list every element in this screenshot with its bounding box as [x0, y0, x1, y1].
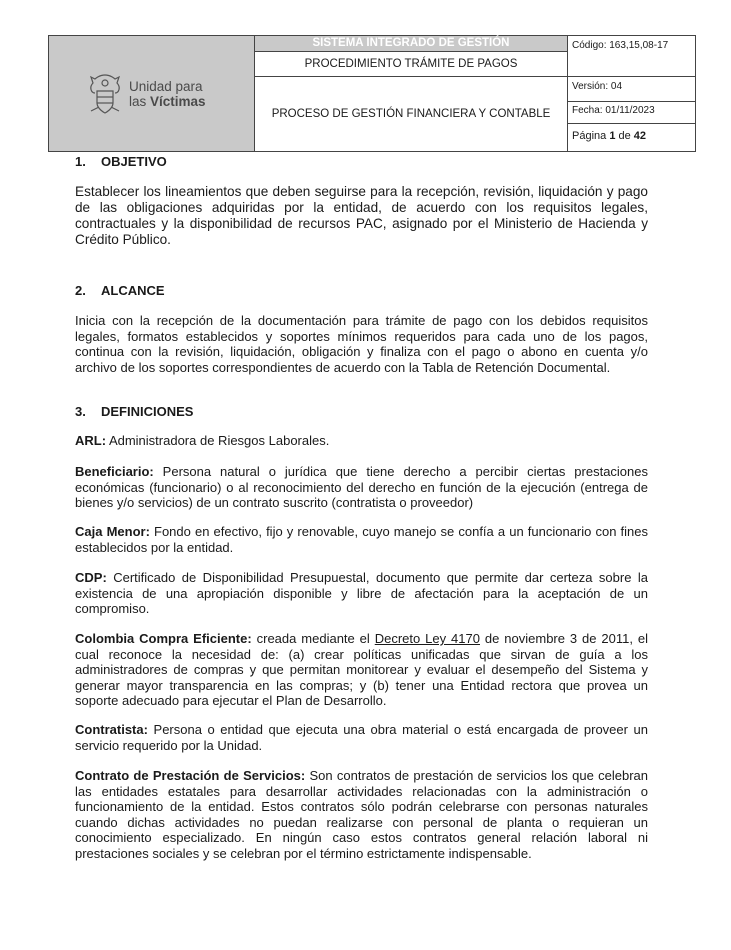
page-of: de — [615, 130, 634, 142]
definition-contratista: Contratista: Persona o entidad que ejecuta una obra material o está encargada de proveer un servicio requerido por la Unidad. — [75, 722, 648, 753]
section-heading-objetivo: 1. OBJETIVO — [75, 154, 167, 169]
document-header-table — [48, 35, 696, 152]
document-code: Código: 163,15,08-17 — [572, 40, 669, 51]
definition-beneficiario: Beneficiario: Persona natural o jurídica que tiene derecho a percibir ciertas prestaciones económicas (funcionario) o al reconocimiento del derecho en función de la ejecución (entrega de bienes y/o servicios) de un contrato suscrito (contratista o proveedor) — [75, 464, 648, 510]
logo-line-1: Unidad para — [129, 78, 203, 94]
definition-caja-menor: Caja Menor: Fondo en efectivo, fijo y renovable, cuyo manejo se confía a un funcionario con fines establecidos por la entidad. — [75, 524, 649, 555]
system-cell — [255, 36, 568, 77]
entity-logo — [49, 71, 254, 117]
logo-cell — [49, 36, 255, 152]
system-title: SISTEMA INTEGRADO DE GESTIÓN — [255, 36, 567, 51]
process-title: PROCESO DE GESTIÓN FINANCIERA Y CONTABLE — [255, 77, 568, 152]
code-cell — [568, 36, 696, 77]
definition-colombia-compra-eficiente: Colombia Compra Eficiente: creada mediante el Decreto Ley 4170 de noviembre 3 de 2011, el cual reconoce la necesidad de: (a) crear políticas unificadas que sirvan de guía a los administradores de compras y que permitan monitorear y evaluar el desempeño del Sistema y generar mayor transparencia en las compras; y (b) tener una Entidad rectora que provea un soporte adecuado para ejecutar el Plan de Desarrollo. — [75, 631, 649, 708]
section-heading-definiciones: 3. DEFINICIONES — [75, 404, 194, 419]
date-page-cell — [568, 102, 696, 152]
alcance-text: Inicia con la recepción de la documentación para trámite de pago con los debidos requisitos legales, formatos establecidos y soportes mínimos requeridos para cada uno de los pagos, continua con la revisión, liquidación, obligación y finaliza con el pago o abono en cuenta y/o archivo de los soportes correspondientes de acuerdo con la Tabla de Retención Documental. — [75, 313, 648, 375]
document-date: Fecha: 01/11/2023 — [568, 102, 695, 124]
logo-line-2-bold: Víctimas — [150, 93, 206, 109]
definition-contrato-prestacion-servicios: Contrato de Prestación de Servicios: Son contratos de prestación de servicios los que celebran las entidades estatales para desarrollar actividades relacionadas con la administración o funcionamiento de la entidad. Estos contratos sólo podrán celebrarse con personas naturales cuando dichas actividades no puedan realizarse con personal de planta o requieran un conocimiento especializado. En ningún caso estos contratos general relación laboral ni prestaciones sociales y se celebran por el término estrictamente indispensable. — [75, 768, 648, 861]
page-indicator — [568, 124, 695, 148]
page-current: 1 — [609, 130, 616, 142]
objetivo-text: Establecer los lineamientos que deben seguirse para la recepción, revisión, liquidación y pago de las obligaciones adquiridas por la entidad, de acuerdo con los requisitos legales, contractuales y la disponibilidad de recursos PAC, asignado por el Ministerio de Hacienda y Crédito Público. — [75, 184, 648, 247]
coat-of-arms-icon — [85, 71, 125, 117]
procedure-title: PROCEDIMIENTO TRÁMITE DE PAGOS — [255, 51, 567, 76]
page-total: 42 — [633, 130, 647, 142]
section-heading-alcance: 2. ALCANCE — [75, 283, 165, 298]
definition-cdp: CDP: Certificado de Disponibilidad Presupuestal, documento que permite dar certeza sobre la existencia de una apropiación disponible y libre de afectación para la aceptación de un compromiso. — [75, 570, 648, 616]
decreto-link[interactable]: Decreto Ley 4170 — [374, 631, 480, 646]
version-cell — [568, 77, 696, 102]
definition-arl: ARL: Administradora de Riesgos Laborales. — [75, 433, 330, 448]
document-version: Versión: 04 — [572, 81, 623, 92]
logo-line-2-prefix: las — [129, 93, 151, 109]
page-prefix: Página — [572, 130, 610, 142]
